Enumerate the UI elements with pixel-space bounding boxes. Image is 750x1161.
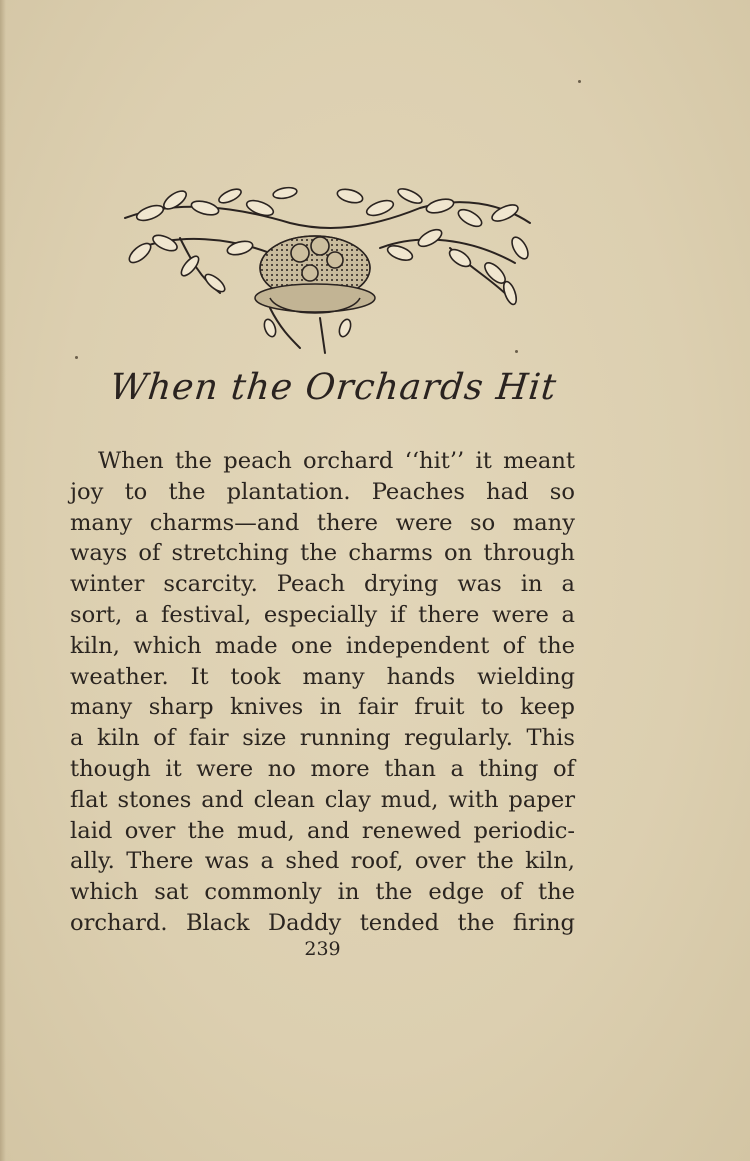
- page-binding-edge: [0, 0, 6, 1161]
- text-line: though it were no more than a thing of: [70, 755, 575, 782]
- text-line: flat stones and clean clay mud, with paper: [70, 786, 575, 813]
- text-line: kiln, which made one independent of the: [70, 632, 575, 659]
- text-line: ways of stretching the charms on through: [70, 540, 575, 567]
- paper-speck: [75, 356, 78, 359]
- text-line: many sharp knives in fair fruit to keep: [70, 694, 575, 721]
- text-line: winter scarcity. Peach drying was in a: [70, 571, 575, 598]
- paper-speck: [515, 350, 518, 353]
- text-line: joy to the plantation. Peaches had so: [70, 478, 575, 505]
- text-line: a kiln of fair size running regularly. This: [70, 725, 575, 752]
- text-line: which sat commonly in the edge of the: [70, 879, 575, 906]
- page-number: 239: [304, 938, 341, 960]
- text-line: many charms—and there were so many: [70, 509, 575, 536]
- text-line: weather. It took many hands wielding: [70, 663, 575, 690]
- text-line: sort, a festival, especially if there were a: [70, 601, 575, 628]
- peach-branch-vignette-icon: [120, 178, 535, 363]
- paper-speck: [578, 80, 581, 83]
- text-line: When the peach orchard ‘‘hit’’ it meant: [98, 448, 575, 474]
- text-line: laid over the mud, and renewed periodic-: [70, 817, 575, 844]
- body-paragraph: [70, 446, 575, 939]
- text-line: ally. There was a shed roof, over the kiln,: [70, 848, 575, 875]
- text-line: orchard. Black Daddy tended the firing: [70, 909, 575, 936]
- chapter-title: When the Orchards Hit: [107, 367, 559, 408]
